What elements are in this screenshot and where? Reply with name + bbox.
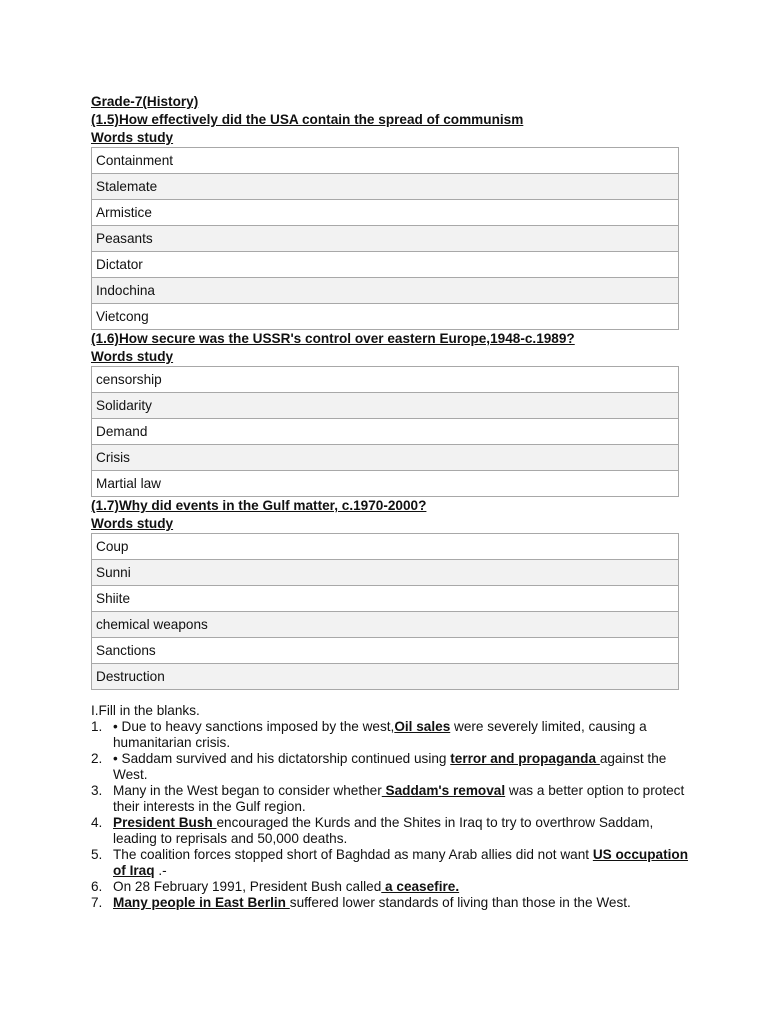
- word-cell: Indochina: [92, 278, 679, 304]
- list-item: [91, 751, 693, 783]
- section-subheading: Words study: [91, 349, 174, 364]
- word-cell: Stalemate: [92, 174, 679, 200]
- list-item: [91, 847, 693, 879]
- word-cell: censorship: [92, 367, 679, 393]
- list-item: [91, 783, 693, 815]
- answer-text: President Bush: [113, 815, 217, 830]
- answer-text: Saddam's removal: [381, 783, 506, 798]
- word-cell: chemical weapons: [92, 612, 679, 638]
- fill-blanks-list: [91, 719, 689, 911]
- table-row: [92, 638, 679, 664]
- item-text: against the West.: [113, 751, 667, 782]
- item-text: suffered lower standards of living than those in the West.: [289, 895, 631, 910]
- word-cell: Destruction: [92, 664, 679, 690]
- item-text: On 28 February 1991, President Bush called: [113, 879, 382, 894]
- section-heading: (1.7)Why did events in the Gulf matter, c.1970-2000?: [91, 498, 427, 513]
- table-row: [92, 560, 679, 586]
- table-row: [92, 419, 679, 445]
- word-cell: Vietcong: [92, 304, 679, 330]
- answer-text: terror and propaganda: [450, 751, 600, 766]
- word-cell: Demand: [92, 419, 679, 445]
- table-row: [92, 174, 679, 200]
- fill-blanks-title: I.Fill in the blanks.: [91, 703, 200, 718]
- answer-text: Oil sales: [394, 719, 451, 734]
- item-number: 6.: [91, 879, 103, 894]
- word-cell: Crisis: [92, 445, 679, 471]
- answer-text: US occupation of Iraq: [113, 847, 689, 878]
- list-item: [91, 719, 693, 751]
- word-cell: Armistice: [92, 200, 679, 226]
- words-table: [91, 533, 679, 690]
- word-cell: Shiite: [92, 586, 679, 612]
- word-cell: Solidarity: [92, 393, 679, 419]
- item-number: 1.: [91, 719, 103, 734]
- words-table: [91, 147, 679, 330]
- item-text: The coalition forces stopped short of Baghdad as many Arab allies did not want: [113, 847, 593, 862]
- table-row: [92, 304, 679, 330]
- item-text: • Due to heavy sanctions imposed by the west,: [113, 719, 395, 734]
- item-number: 4.: [91, 815, 103, 830]
- words-table: [91, 366, 679, 497]
- table-row: [92, 586, 679, 612]
- table-row: [92, 534, 679, 560]
- item-text: encouraged the Kurds and the Shites in Iraq to try to overthrow Saddam, leading to reprisals and 50,000 deaths.: [113, 815, 654, 846]
- item-text: were severely limited, causing a humanitarian crisis.: [113, 719, 647, 750]
- word-cell: Dictator: [92, 252, 679, 278]
- word-cell: Peasants: [92, 226, 679, 252]
- item-text: was a better option to protect their interests in the Gulf region.: [113, 783, 685, 814]
- list-item: [91, 895, 693, 911]
- table-row: [92, 367, 679, 393]
- table-row: [92, 393, 679, 419]
- table-row: [92, 148, 679, 174]
- sections: [91, 111, 679, 690]
- table-row: [92, 252, 679, 278]
- table-row: [92, 664, 679, 690]
- table-row: [92, 471, 679, 497]
- table-row: [92, 612, 679, 638]
- section-subheading: Words study: [91, 130, 174, 145]
- item-text: • Saddam survived and his dictatorship continued using: [113, 751, 451, 766]
- word-cell: Sanctions: [92, 638, 679, 664]
- section-heading: (1.5)How effectively did the USA contain the spread of communism: [91, 112, 524, 127]
- item-number: 2.: [91, 751, 103, 766]
- answer-text: a ceasefire.: [381, 879, 460, 894]
- item-text: Many in the West began to consider whether: [113, 783, 382, 798]
- section-heading: (1.6)How secure was the USSR's control over eastern Europe,1948-c.1989?: [91, 331, 575, 346]
- item-text: .-: [154, 863, 167, 878]
- table-row: [92, 278, 679, 304]
- list-item: [91, 879, 693, 895]
- word-cell: Sunni: [92, 560, 679, 586]
- list-item: [91, 815, 693, 847]
- word-cell: Coup: [92, 534, 679, 560]
- table-row: [92, 200, 679, 226]
- word-cell: Martial law: [92, 471, 679, 497]
- answer-text: Many people in East Berlin: [113, 895, 290, 910]
- item-number: 5.: [91, 847, 103, 862]
- table-row: [92, 226, 679, 252]
- word-cell: Containment: [92, 148, 679, 174]
- item-number: 7.: [91, 895, 103, 910]
- section-subheading: Words study: [91, 516, 174, 531]
- table-row: [92, 445, 679, 471]
- item-number: 3.: [91, 783, 103, 798]
- page-title: Grade-7(History): [91, 94, 199, 109]
